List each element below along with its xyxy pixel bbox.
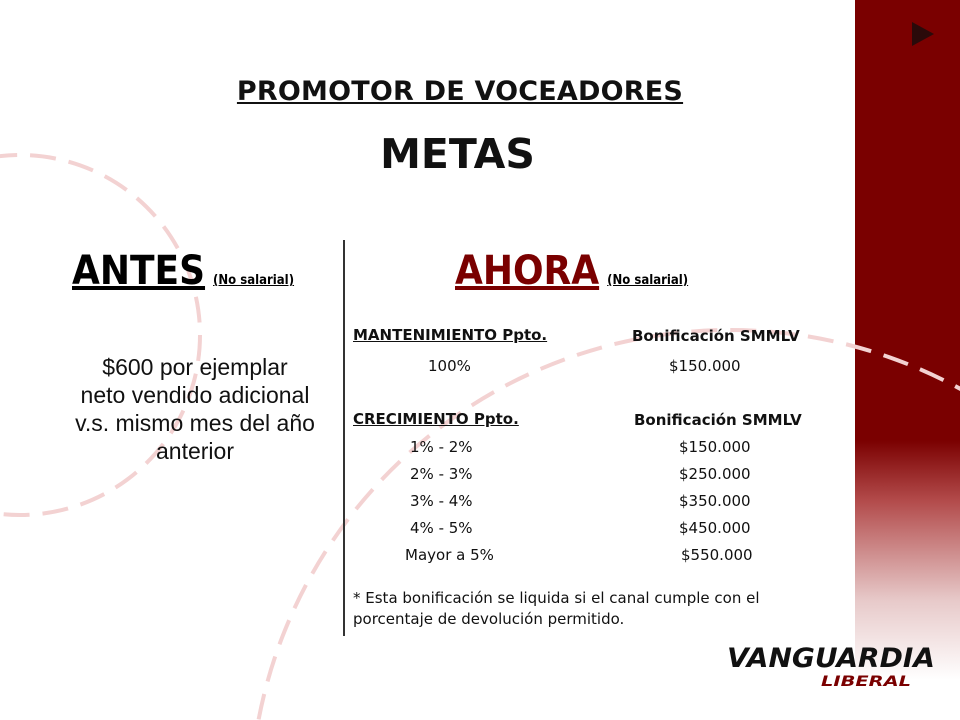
antes-line: neto vendido adicional <box>80 382 310 408</box>
crecimiento-amount: $250.000 <box>679 465 751 483</box>
mantenimiento-bonus-header: Bonificación SMMLV <box>632 327 800 345</box>
crecimiento-bonus-header: Bonificación SMMLV <box>634 411 802 429</box>
crecimiento-label: CRECIMIENTO Ppto. <box>353 410 519 428</box>
crecimiento-range: 1% - 2% <box>410 438 473 456</box>
ahora-title: AHORA <box>455 248 600 294</box>
mantenimiento-range: 100% <box>428 357 471 375</box>
ahora-heading <box>455 248 688 294</box>
mantenimiento-label: MANTENIMIENTO Ppto. <box>353 326 548 344</box>
page-subtitle: METAS <box>380 130 535 178</box>
logo-sub-text: LIBERAL <box>821 674 911 690</box>
footnote-line: porcentaje de devolución permitido. <box>353 610 625 628</box>
antes-line: v.s. mismo mes del año <box>75 410 315 436</box>
antes-title: ANTES <box>72 248 206 294</box>
logo-main-text: VANGUARDIA <box>727 643 935 674</box>
footnote <box>353 588 833 630</box>
crecimiento-range: 2% - 3% <box>410 465 473 483</box>
crecimiento-amount: $550.000 <box>681 546 753 564</box>
antes-note: (No salarial) <box>213 273 295 288</box>
antes-line: anterior <box>156 438 234 464</box>
crecimiento-amount: $450.000 <box>679 519 751 537</box>
crecimiento-range: 4% - 5% <box>410 519 473 537</box>
crecimiento-amount: $350.000 <box>679 492 751 510</box>
mantenimiento-amount: $150.000 <box>669 357 741 375</box>
antes-description <box>45 353 345 465</box>
antes-heading <box>72 248 294 294</box>
crecimiento-amount: $150.000 <box>679 438 751 456</box>
crecimiento-range: 3% - 4% <box>410 492 473 510</box>
vanguardia-liberal-logo <box>725 640 940 690</box>
crecimiento-range: Mayor a 5% <box>405 546 494 564</box>
antes-line: $600 por ejemplar <box>102 354 288 380</box>
footnote-line: * Esta bonificación se liquida si el canal cumple con el <box>353 589 760 607</box>
page-title: PROMOTOR DE VOCEADORES <box>236 76 684 107</box>
ahora-note: (No salarial) <box>607 273 689 288</box>
